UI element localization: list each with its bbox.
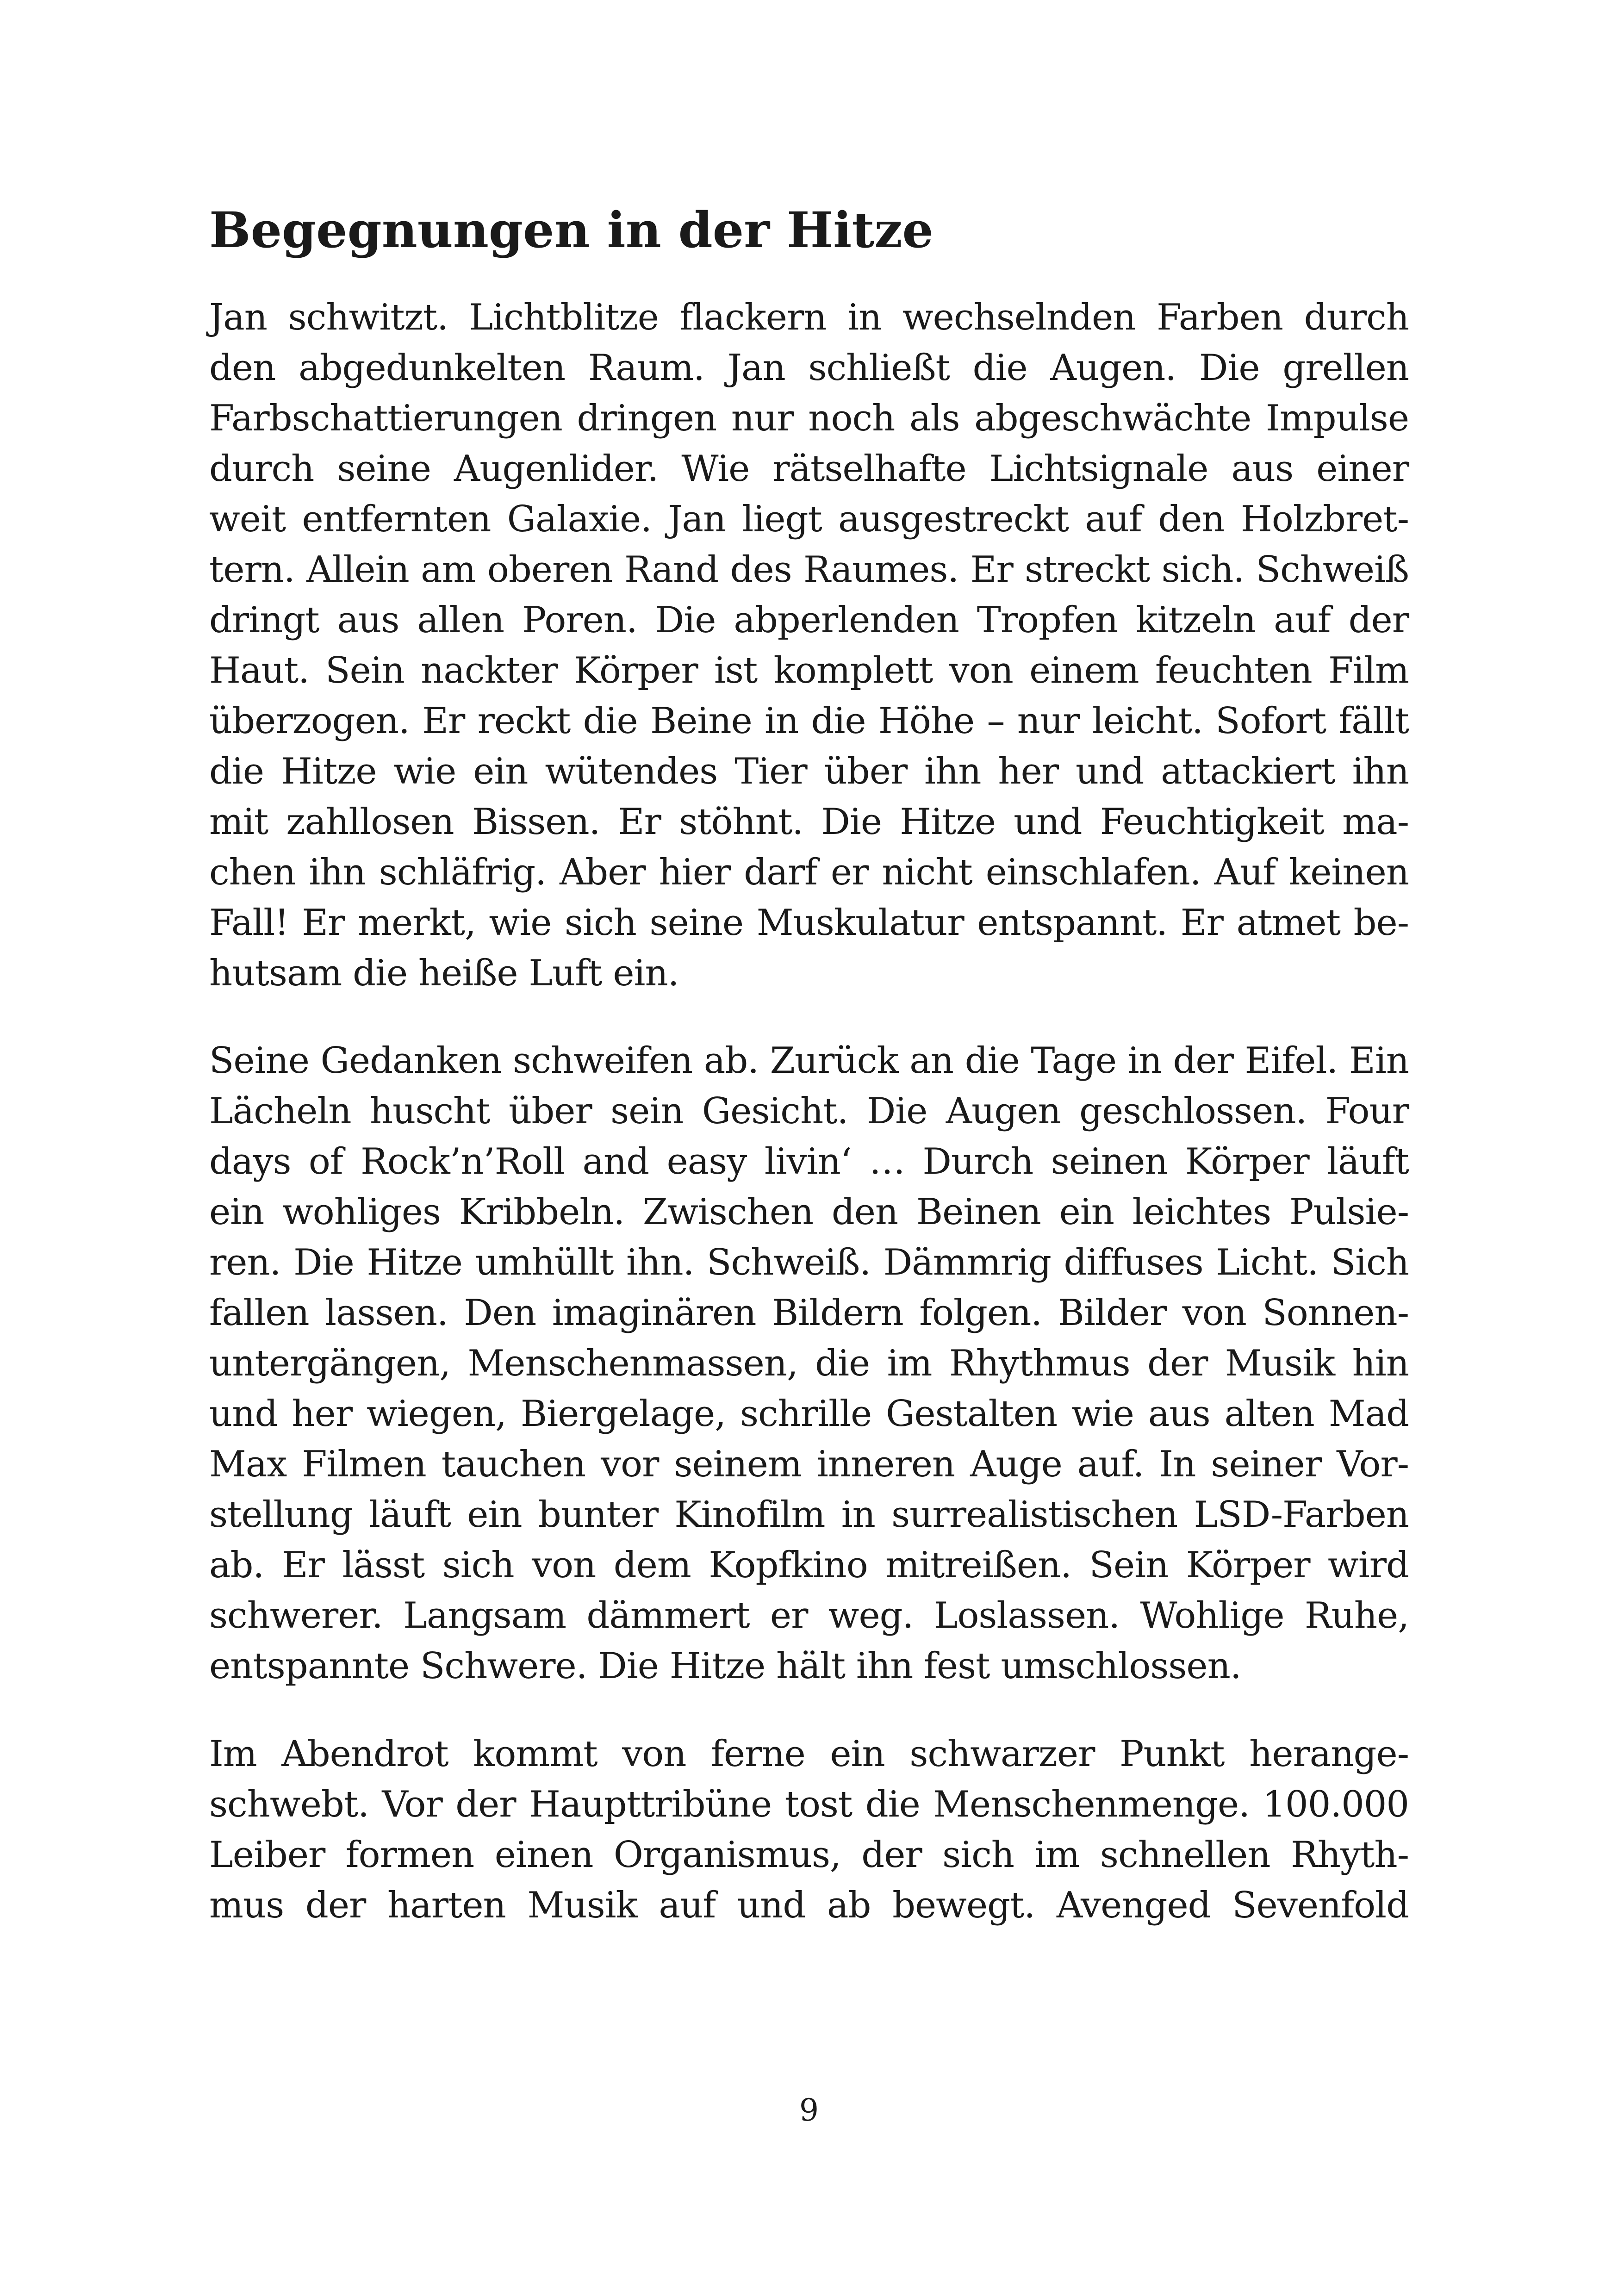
text-line: entspannte Schwere. Die Hitze hält ihn fest umschlossen. — [209, 1645, 1241, 1687]
text-line: Im Abendrot kommt von ferne ein schwarzer Punkt herange- — [209, 1733, 1409, 1775]
text-line: Max Filmen tauchen vor seinem inneren Auge auf. In seiner Vor- — [209, 1444, 1409, 1485]
paragraph — [209, 1729, 1409, 1931]
paragraph — [209, 1036, 1409, 1692]
paragraph — [209, 292, 1409, 999]
text-line: und her wiegen, Biergelage, schrille Gestalten wie aus alten Mad — [209, 1393, 1409, 1435]
text-line: ren. Die Hitze umhüllt ihn. Schweiß. Dämmrig diffuses Licht. Sich — [209, 1242, 1409, 1283]
text-line: chen ihn schläfrig. Aber hier darf er nicht einschlafen. Auf keinen — [209, 852, 1409, 893]
text-line: überzogen. Er reckt die Beine in die Höhe – nur leicht. Sofort fällt — [209, 700, 1409, 742]
text-line: Seine Gedanken schweifen ab. Zurück an die Tage in der Eifel. Ein — [209, 1040, 1409, 1082]
text-line: Haut. Sein nackter Körper ist komplett von einem feuchten Film — [209, 650, 1409, 691]
text-line: dringt aus allen Poren. Die abperlenden Tropfen kitzeln auf der — [209, 599, 1409, 641]
text-line: Fall! Er merkt, wie sich seine Muskulatur entspannt. Er atmet be- — [209, 902, 1409, 944]
text-line: ein wohliges Kribbeln. Zwischen den Beinen ein leichtes Pulsie- — [209, 1191, 1409, 1233]
text-line: fallen lassen. Den imaginären Bildern folgen. Bilder von Sonnen- — [209, 1292, 1409, 1334]
text-line: Jan schwitzt. Lichtblitze flackern in wechselnden Farben durch — [209, 297, 1409, 338]
text-line: hutsam die heiße Luft ein. — [209, 952, 679, 994]
text-line: ab. Er lässt sich von dem Kopfkino mitreißen. Sein Körper wird — [209, 1544, 1409, 1586]
text-line: Lächeln huscht über sein Gesicht. Die Augen geschlossen. Four — [209, 1090, 1409, 1132]
text-line: den abgedunkelten Raum. Jan schließt die Augen. Die grellen — [209, 347, 1409, 389]
text-line: untergängen, Menschenmassen, die im Rhythmus der Musik hin — [209, 1343, 1409, 1384]
text-line: Farbschattierungen dringen nur noch als abgeschwächte Impulse — [209, 398, 1409, 439]
page-number: 9 — [799, 2092, 819, 2128]
text-line: weit entfernten Galaxie. Jan liegt ausgestreckt auf den Holzbret- — [209, 498, 1409, 540]
text-line: mit zahllosen Bissen. Er stöhnt. Die Hitze und Feuchtigkeit ma- — [209, 801, 1409, 843]
text-line: schwerer. Langsam dämmert er weg. Loslassen. Wohlige Ruhe, — [209, 1595, 1409, 1636]
text-line: schwebt. Vor der Haupttribüne tost die Menschenmenge. 100.000 — [209, 1784, 1409, 1825]
text-line: tern. Allein am oberen Rand des Raumes. Er streckt sich. Schweiß — [209, 549, 1409, 591]
chapter-title: Begegnungen in der Hitze — [209, 201, 934, 259]
text-line: die Hitze wie ein wütendes Tier über ihn her und attackiert ihn — [209, 751, 1409, 792]
text-line: stellung läuft ein bunter Kinofilm in surrealistischen LSD-Farben — [209, 1494, 1409, 1536]
text-line: mus der harten Musik auf und ab bewegt. Avenged Sevenfold — [209, 1885, 1409, 1926]
text-line: days of Rock’n’Roll and easy livin‘ … Durch seinen Körper läuft — [209, 1141, 1409, 1182]
text-line: Leiber formen einen Organismus, der sich im schnellen Rhyth- — [209, 1834, 1409, 1876]
text-line: durch seine Augenlider. Wie rätselhafte Lichtsignale aus einer — [209, 448, 1409, 490]
